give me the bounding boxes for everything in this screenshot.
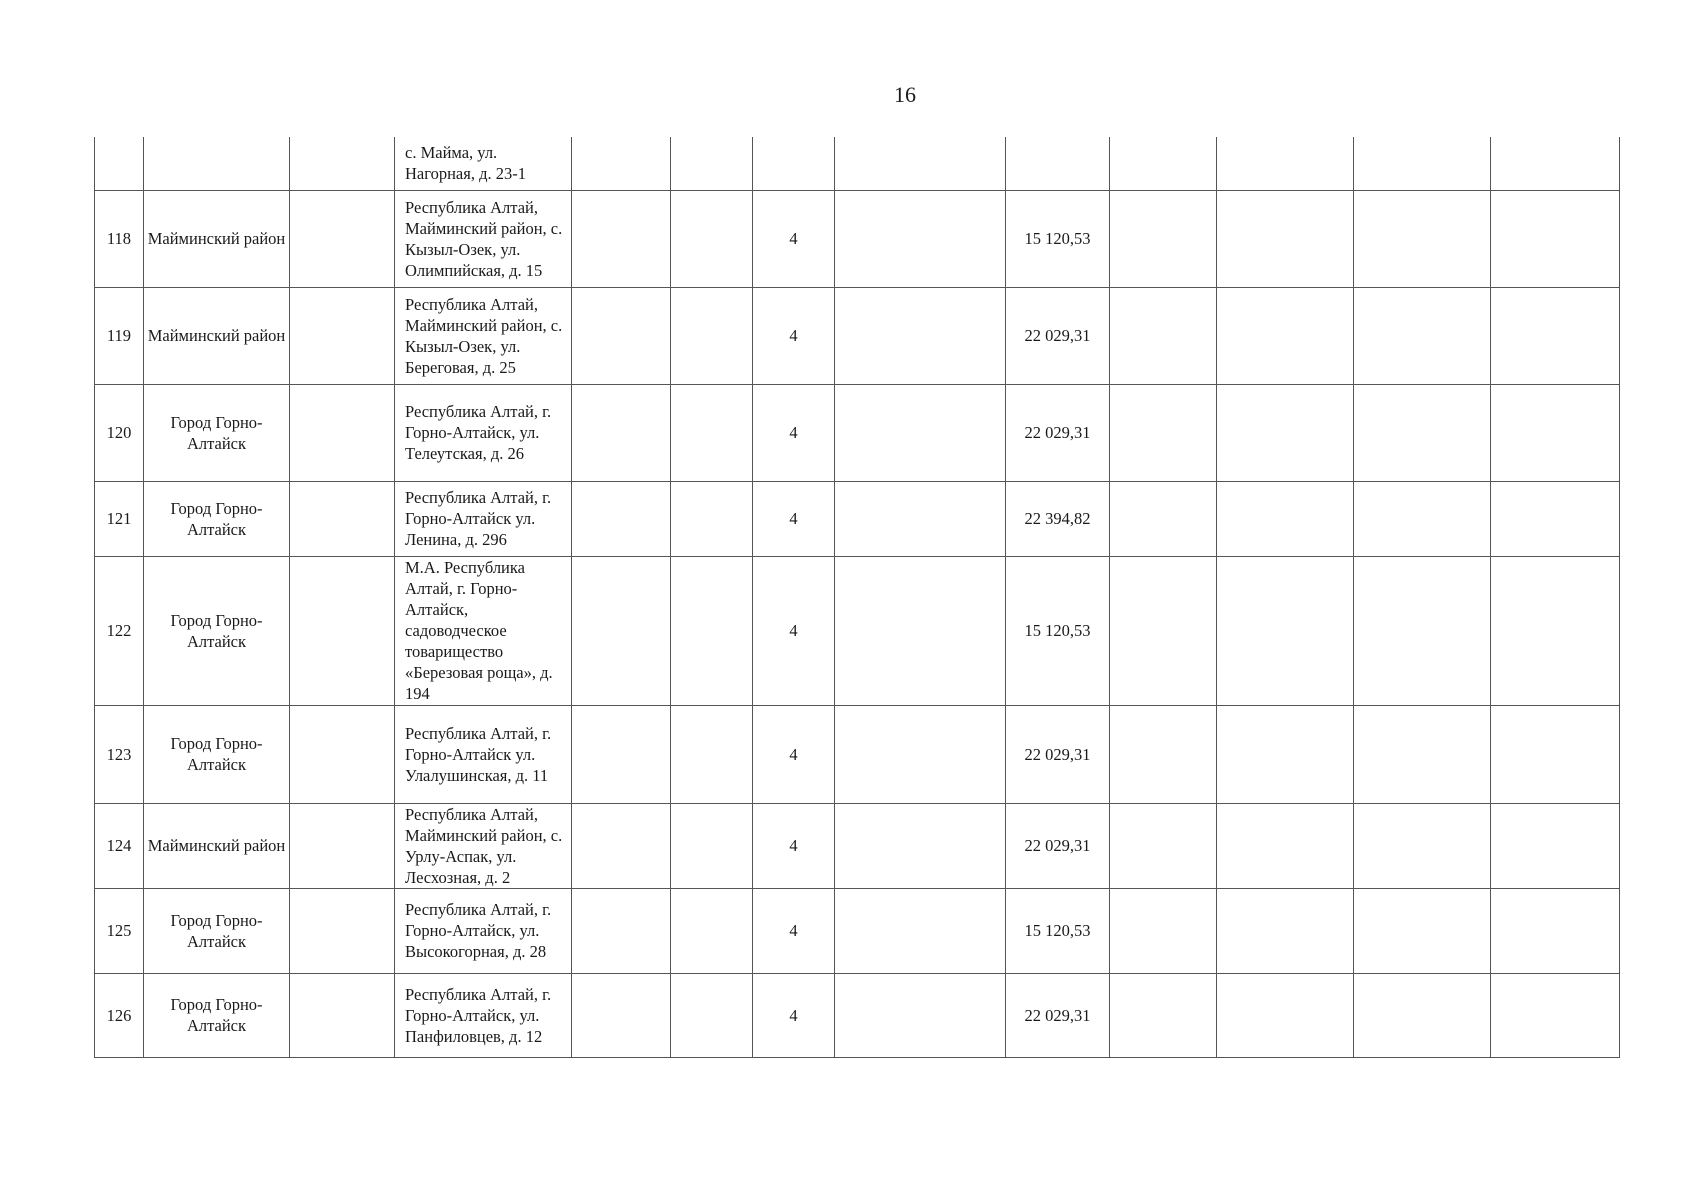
count-cell: 4 — [753, 190, 835, 287]
empty-cell — [1110, 287, 1217, 384]
row-number: 123 — [95, 705, 144, 803]
municipality-cell: Город Горно-Алтайск — [144, 973, 290, 1057]
empty-cell — [290, 481, 395, 556]
empty-cell — [1354, 556, 1491, 705]
municipality-cell: Город Горно-Алтайск — [144, 705, 290, 803]
amount-cell — [1006, 137, 1110, 190]
empty-cell — [1110, 137, 1217, 190]
empty-cell — [671, 287, 753, 384]
row-number: 121 — [95, 481, 144, 556]
empty-cell — [1217, 705, 1354, 803]
table-row — [95, 556, 1620, 705]
empty-cell — [1110, 888, 1217, 973]
count-cell: 4 — [753, 705, 835, 803]
table-row — [95, 384, 1620, 481]
empty-cell — [1217, 803, 1354, 888]
empty-cell — [1110, 481, 1217, 556]
address-cell: Республика Алтай, г. Горно-Алтайск ул. Улалушинская, д. 11 — [395, 705, 572, 803]
empty-cell — [290, 384, 395, 481]
empty-cell — [1354, 190, 1491, 287]
empty-cell — [1491, 481, 1620, 556]
empty-cell — [1110, 190, 1217, 287]
empty-cell — [1354, 973, 1491, 1057]
empty-cell — [1354, 384, 1491, 481]
count-cell: 4 — [753, 973, 835, 1057]
address-cell: Республика Алтай, г. Горно-Алтайск, ул. Панфиловцев, д. 12 — [395, 973, 572, 1057]
empty-cell — [1217, 190, 1354, 287]
empty-cell — [290, 888, 395, 973]
empty-cell — [835, 705, 1006, 803]
empty-cell — [1110, 556, 1217, 705]
empty-cell — [1354, 705, 1491, 803]
amount-cell: 15 120,53 — [1006, 190, 1110, 287]
row-number: 124 — [95, 803, 144, 888]
address-cell: М.А. Республика Алтай, г. Горно-Алтайск, садоводческое товарищество «Березовая роща», д. 194 — [395, 556, 572, 705]
empty-cell — [290, 190, 395, 287]
address-cell: Республика Алтай, Майминский район, с. Кызыл-Озек, ул. Олимпийская, д. 15 — [395, 190, 572, 287]
table-row — [95, 481, 1620, 556]
amount-cell: 22 394,82 — [1006, 481, 1110, 556]
empty-cell — [1217, 384, 1354, 481]
amount-cell: 22 029,31 — [1006, 803, 1110, 888]
row-number: 119 — [95, 287, 144, 384]
empty-cell — [1217, 888, 1354, 973]
amount-cell: 22 029,31 — [1006, 705, 1110, 803]
empty-cell — [835, 384, 1006, 481]
empty-cell — [835, 888, 1006, 973]
empty-cell — [1491, 384, 1620, 481]
empty-cell — [572, 556, 671, 705]
empty-cell — [1110, 384, 1217, 481]
count-cell: 4 — [753, 481, 835, 556]
table-row — [95, 803, 1620, 888]
address-cell: Республика Алтай, г. Горно-Алтайск, ул. Телеутская, д. 26 — [395, 384, 572, 481]
empty-cell — [835, 190, 1006, 287]
empty-cell — [572, 803, 671, 888]
empty-cell — [1110, 803, 1217, 888]
municipality-cell: Город Горно-Алтайск — [144, 384, 290, 481]
municipality-cell: Город Горно-Алтайск — [144, 556, 290, 705]
empty-cell — [1217, 556, 1354, 705]
table-row — [95, 137, 1620, 190]
empty-cell — [572, 137, 671, 190]
empty-cell — [835, 803, 1006, 888]
empty-cell — [1491, 803, 1620, 888]
empty-cell — [290, 556, 395, 705]
empty-cell — [1217, 481, 1354, 556]
empty-cell — [1354, 137, 1491, 190]
count-cell: 4 — [753, 556, 835, 705]
empty-cell — [290, 137, 395, 190]
empty-cell — [1491, 973, 1620, 1057]
address-cell: Республика Алтай, г. Горно-Алтайск ул. Ленина, д. 296 — [395, 481, 572, 556]
table-row — [95, 287, 1620, 384]
address-cell: Республика Алтай, Майминский район, с. Урлу-Аспак, ул. Лесхозная, д. 2 — [395, 803, 572, 888]
empty-cell — [290, 287, 395, 384]
empty-cell — [671, 973, 753, 1057]
empty-cell — [572, 888, 671, 973]
empty-cell — [572, 384, 671, 481]
count-cell: 4 — [753, 888, 835, 973]
address-cell: с. Майма, ул. Нагорная, д. 23-1 — [395, 137, 572, 190]
empty-cell — [1217, 287, 1354, 384]
empty-cell — [290, 973, 395, 1057]
count-cell — [753, 137, 835, 190]
empty-cell — [572, 705, 671, 803]
data-table — [94, 137, 1620, 1058]
municipality-cell: Майминский район — [144, 190, 290, 287]
empty-cell — [671, 137, 753, 190]
empty-cell — [671, 803, 753, 888]
empty-cell — [671, 888, 753, 973]
empty-cell — [835, 481, 1006, 556]
row-number: 122 — [95, 556, 144, 705]
empty-cell — [835, 556, 1006, 705]
page-number: 16 — [894, 82, 916, 107]
empty-cell — [835, 973, 1006, 1057]
empty-cell — [1491, 556, 1620, 705]
table-row — [95, 190, 1620, 287]
empty-cell — [572, 481, 671, 556]
amount-cell: 22 029,31 — [1006, 384, 1110, 481]
empty-cell — [1354, 803, 1491, 888]
empty-cell — [572, 973, 671, 1057]
municipality-cell: Майминский район — [144, 287, 290, 384]
empty-cell — [1491, 137, 1620, 190]
amount-cell: 22 029,31 — [1006, 973, 1110, 1057]
empty-cell — [671, 190, 753, 287]
address-cell: Республика Алтай, Майминский район, с. Кызыл-Озек, ул. Береговая, д. 25 — [395, 287, 572, 384]
municipality-cell: Город Горно-Алтайск — [144, 481, 290, 556]
empty-cell — [290, 803, 395, 888]
empty-cell — [835, 137, 1006, 190]
table-row — [95, 973, 1620, 1057]
empty-cell — [671, 481, 753, 556]
amount-cell: 22 029,31 — [1006, 287, 1110, 384]
municipality-cell — [144, 137, 290, 190]
amount-cell: 15 120,53 — [1006, 556, 1110, 705]
empty-cell — [671, 556, 753, 705]
empty-cell — [1491, 888, 1620, 973]
row-number — [95, 137, 144, 190]
count-cell: 4 — [753, 803, 835, 888]
row-number: 118 — [95, 190, 144, 287]
empty-cell — [572, 190, 671, 287]
address-cell: Республика Алтай, г. Горно-Алтайск, ул. Высокогорная, д. 28 — [395, 888, 572, 973]
empty-cell — [1217, 973, 1354, 1057]
empty-cell — [1491, 190, 1620, 287]
row-number: 125 — [95, 888, 144, 973]
empty-cell — [1491, 705, 1620, 803]
table-row — [95, 705, 1620, 803]
municipality-cell: Город Горно-Алтайск — [144, 888, 290, 973]
empty-cell — [1110, 973, 1217, 1057]
row-number: 126 — [95, 973, 144, 1057]
empty-cell — [1217, 137, 1354, 190]
empty-cell — [1110, 705, 1217, 803]
empty-cell — [290, 705, 395, 803]
empty-cell — [1354, 888, 1491, 973]
empty-cell — [835, 287, 1006, 384]
amount-cell: 15 120,53 — [1006, 888, 1110, 973]
count-cell: 4 — [753, 384, 835, 481]
row-number: 120 — [95, 384, 144, 481]
count-cell: 4 — [753, 287, 835, 384]
municipality-cell: Майминский район — [144, 803, 290, 888]
empty-cell — [671, 384, 753, 481]
table-row — [95, 888, 1620, 973]
empty-cell — [1354, 481, 1491, 556]
empty-cell — [572, 287, 671, 384]
empty-cell — [1491, 287, 1620, 384]
empty-cell — [671, 705, 753, 803]
empty-cell — [1354, 287, 1491, 384]
